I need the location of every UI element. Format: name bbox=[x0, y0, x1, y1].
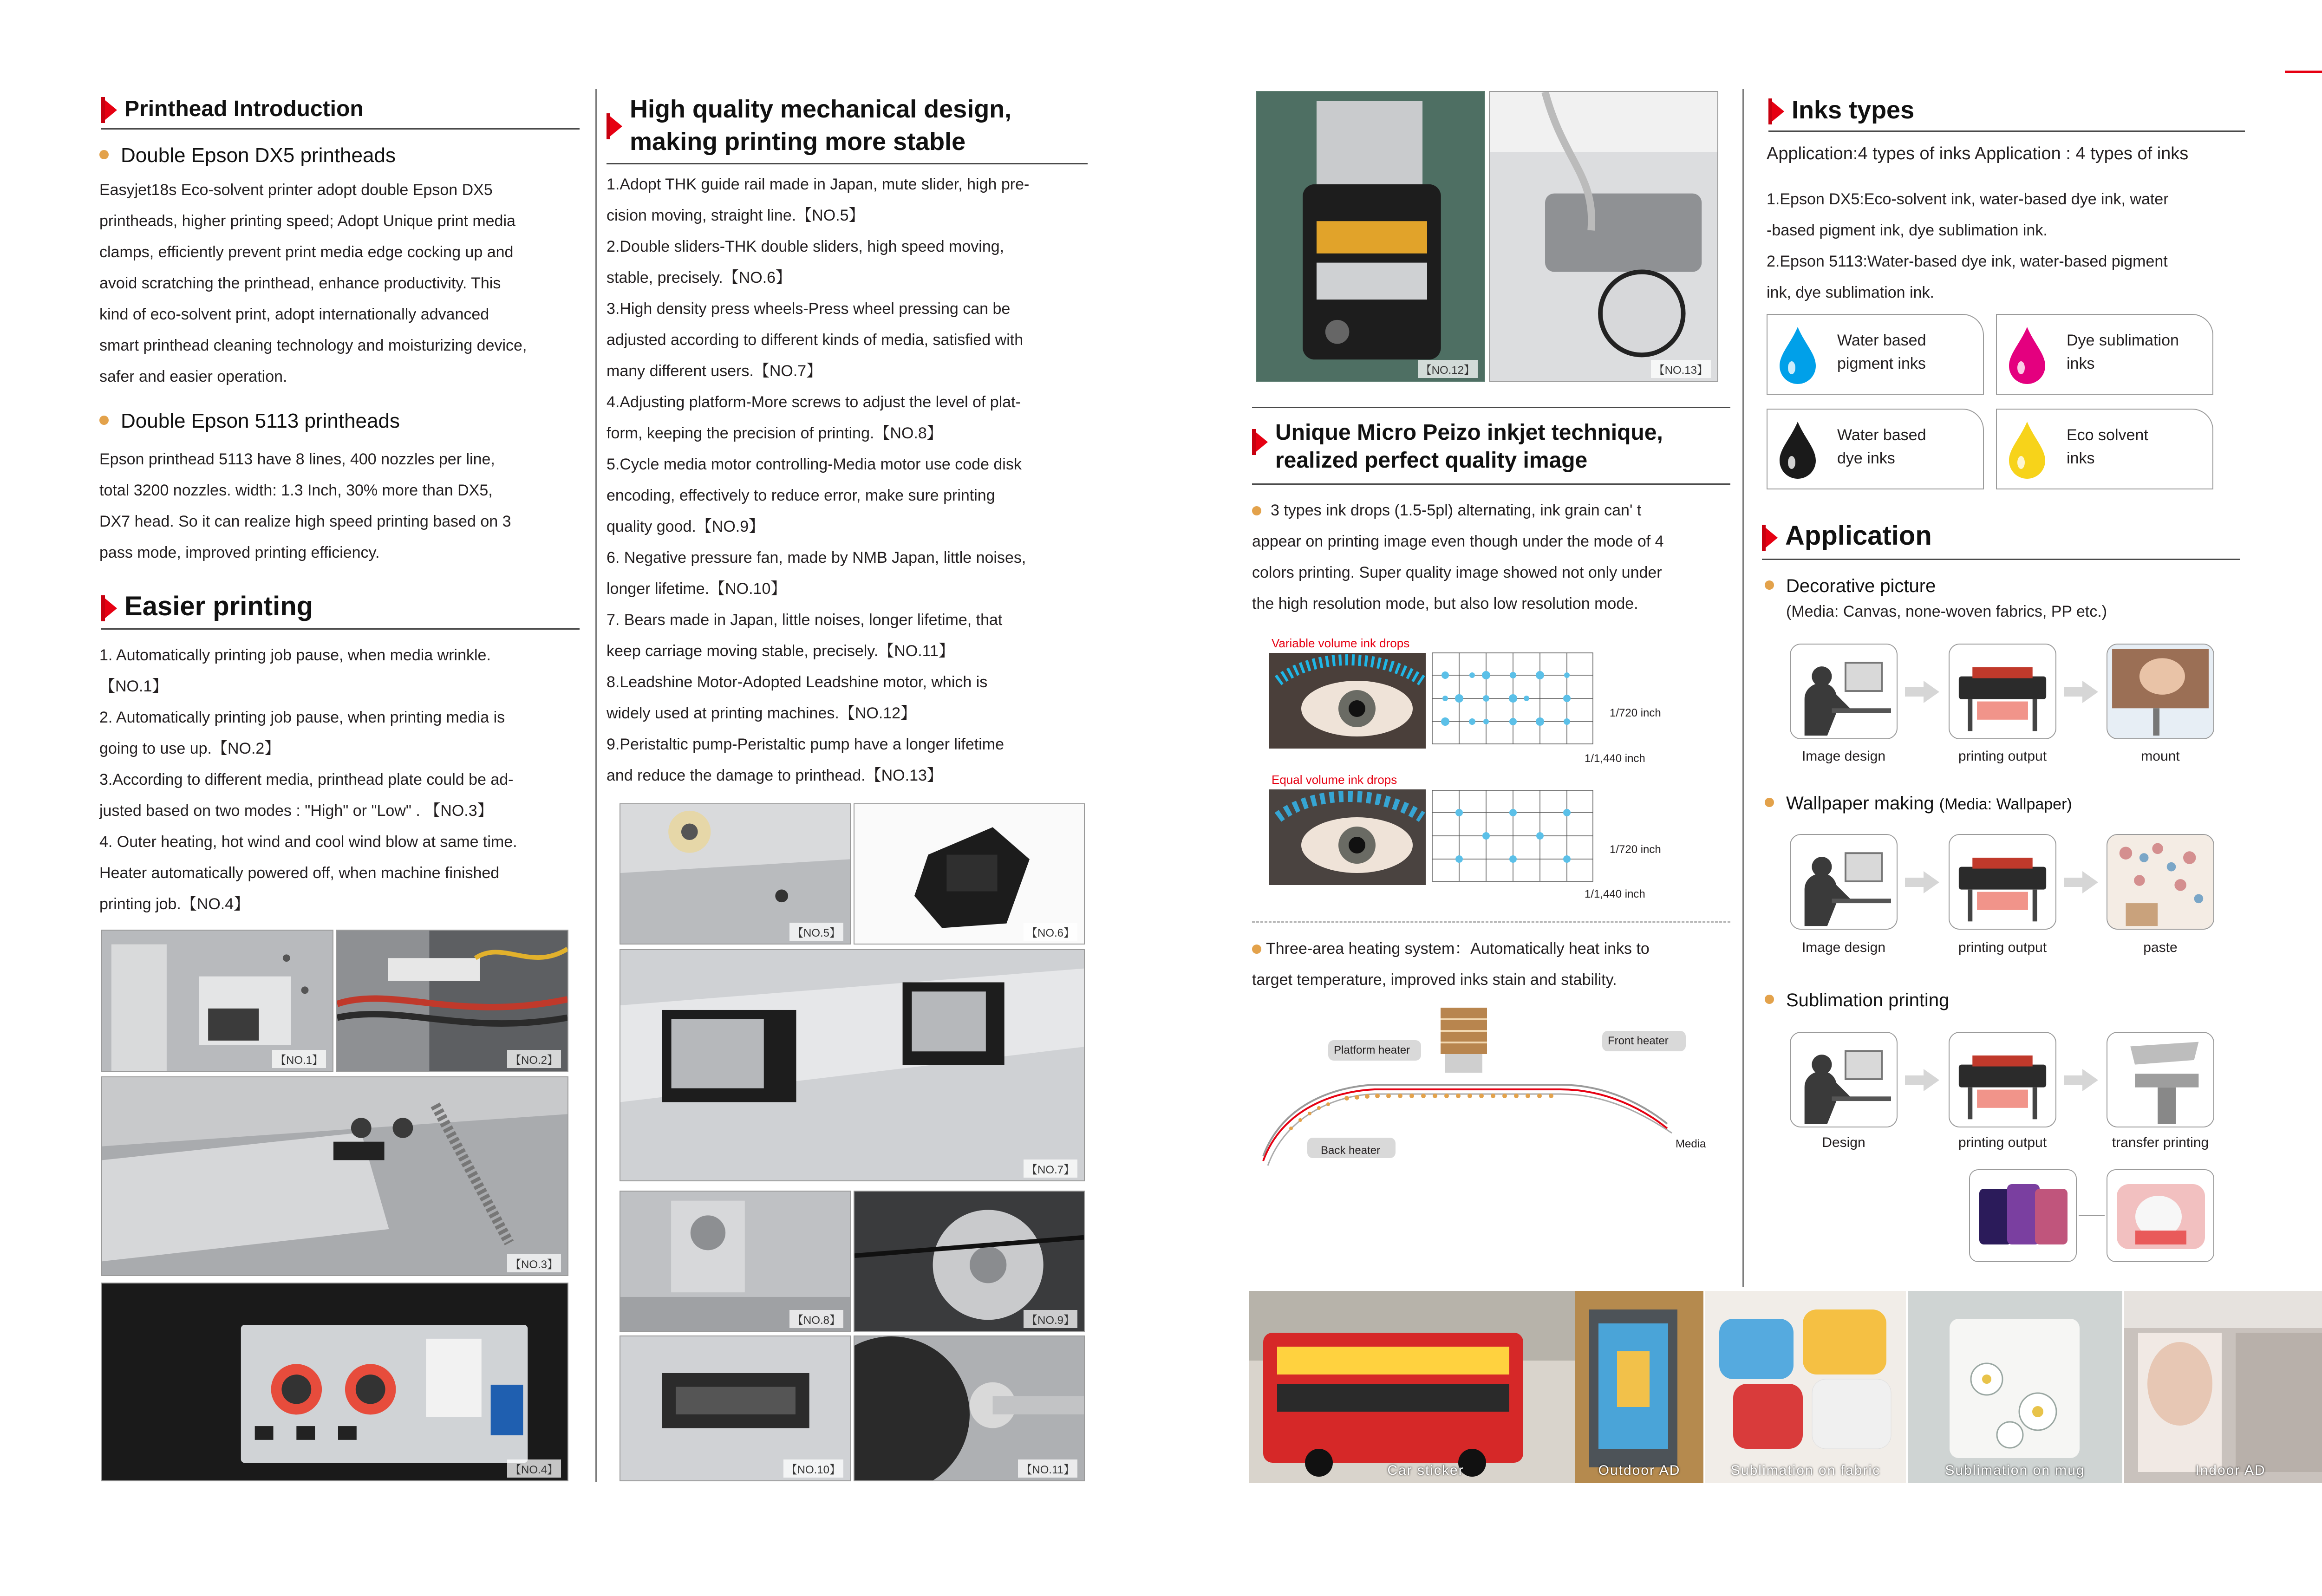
photo-no9 bbox=[854, 1191, 1085, 1332]
e5113-title-text: Double Epson 5113 printheads bbox=[121, 410, 400, 432]
heading-arrow-icon bbox=[1252, 429, 1268, 455]
water-drop-icon bbox=[1777, 325, 1819, 385]
sublimation-label-1: Design bbox=[1822, 1135, 1865, 1150]
wallpaper-room-icon bbox=[2107, 835, 2213, 929]
paste-card bbox=[2107, 834, 2214, 930]
ink-label bbox=[2067, 329, 2179, 375]
mechanical-line: 2.Double sliders-THK double sliders, high speed moving, bbox=[607, 238, 1004, 255]
printer-card bbox=[1949, 834, 2056, 930]
designer-icon bbox=[1791, 1033, 1897, 1127]
photo-tag: 【NO.6】 bbox=[1024, 923, 1077, 941]
photo-tag: 【NO.2】 bbox=[507, 1050, 561, 1068]
photo-tag: 【NO.3】 bbox=[507, 1254, 561, 1272]
bullet-dot-icon bbox=[99, 150, 109, 159]
dx5-title bbox=[99, 144, 396, 167]
photo-tag: 【NO.9】 bbox=[1024, 1310, 1077, 1328]
equal-drops-label: Equal volume ink drops bbox=[1272, 773, 1397, 787]
mechanical-heading bbox=[607, 89, 1088, 164]
mechanical-line: 1.Adopt THK guide rail made in Japan, mute slider, high pre- bbox=[607, 176, 1030, 193]
easier-line: Heater automatically powered off, when machine finished bbox=[99, 864, 500, 882]
mechanical-line: 4.Adjusting platform-More screws to adjust the level of plat- bbox=[607, 393, 1021, 411]
image-design-card bbox=[1790, 834, 1898, 930]
photo-no12 bbox=[1256, 91, 1485, 382]
flow-arrow-icon bbox=[2082, 871, 2098, 893]
dx5-line: safer and easier operation. bbox=[99, 368, 287, 385]
inks-heading-text: Inks types bbox=[1792, 96, 1915, 124]
micro-heading bbox=[1252, 416, 1730, 485]
photo-tag: 【NO.12】 bbox=[1418, 360, 1478, 378]
wallpaper-title-text: Wallpaper making bbox=[1786, 793, 1934, 814]
inks-paragraph bbox=[1767, 184, 2243, 308]
photo-tag: 【NO.13】 bbox=[1651, 360, 1711, 378]
ink-box-water-pigment bbox=[1767, 314, 1984, 395]
easier-line: 2. Automatically printing job pause, when printing media is bbox=[99, 709, 505, 726]
mechanical-line: form, keeping the precision of printing.【NO.8】 bbox=[607, 424, 943, 442]
flow-arrow-icon bbox=[2082, 1069, 2098, 1091]
wallpaper-label-3: paste bbox=[2143, 940, 2178, 955]
gallery-caption: Car sticker bbox=[1387, 1463, 1464, 1478]
gallery-caption: Outdoor AD bbox=[1598, 1463, 1681, 1478]
front-heater-label: Front heater bbox=[1608, 1035, 1669, 1047]
equal-drops-grid bbox=[1431, 789, 1594, 882]
decorative-label-2: printing output bbox=[1958, 749, 2047, 764]
ink-label-line: inks bbox=[2067, 449, 2095, 467]
micro-line: appear on printing image even though under the mode of 4 bbox=[1252, 533, 1664, 550]
micro-heading-line: realized perfect quality image bbox=[1275, 448, 1588, 473]
mount-card bbox=[2107, 644, 2214, 739]
dx5-line: clamps, efficiently prevent print media edge cocking up and bbox=[99, 243, 514, 261]
designer-icon bbox=[1791, 645, 1897, 738]
micro-line: colors printing. Super quality image showed not only under bbox=[1252, 564, 1662, 581]
corner-accent-line bbox=[2285, 71, 2322, 73]
variable-drops-photo bbox=[1269, 653, 1426, 749]
dx5-line: kind of eco-solvent print, adopt internationally advanced bbox=[99, 306, 489, 323]
billboard-icon bbox=[2107, 645, 2213, 738]
heating-line: Three-area heating system：Automatically heat inks to bbox=[1266, 940, 1650, 958]
mechanical-line: quality good.【NO.9】 bbox=[607, 518, 765, 535]
magenta-drop-icon bbox=[2006, 325, 2048, 385]
printer-card bbox=[1949, 644, 2056, 739]
mechanical-line: cision moving, straight line.【NO.5】 bbox=[607, 207, 865, 224]
e5113-line: Epson printhead 5113 have 8 lines, 400 nozzles per line, bbox=[99, 450, 495, 468]
ink-label-line: Dye sublimation bbox=[2067, 332, 2179, 349]
heading-arrow-icon bbox=[607, 113, 622, 139]
ink-label bbox=[2067, 423, 2148, 470]
easier-line: justed based on two modes : "High" or "Low" . 【NO.3】 bbox=[99, 802, 493, 820]
photo-tag: 【NO.7】 bbox=[1024, 1160, 1077, 1178]
inks-application-line: Application:4 types of inks Application : 4 types of inks bbox=[1767, 144, 2189, 163]
mechanical-line: many different users.【NO.7】 bbox=[607, 362, 822, 380]
mechanical-line: longer lifetime.【NO.10】 bbox=[607, 580, 787, 598]
equal-dim-720: 1/720 inch bbox=[1610, 843, 1661, 856]
heading-arrow-icon bbox=[101, 595, 117, 621]
sublimation-label-3: transfer printing bbox=[2112, 1135, 2209, 1150]
result-pillow bbox=[2107, 1169, 2214, 1262]
photo-no13 bbox=[1489, 91, 1718, 382]
e5113-paragraph bbox=[99, 444, 576, 568]
heading-arrow-icon bbox=[1768, 98, 1784, 124]
easier-line: going to use up.【NO.2】 bbox=[99, 740, 280, 757]
inks-heading bbox=[1768, 91, 2245, 132]
decorative-title bbox=[1765, 576, 1936, 597]
gallery-sublimation-mug bbox=[1908, 1291, 2122, 1483]
ink-box-eco-solvent bbox=[1996, 409, 2213, 489]
dx5-line: Easyjet18s Eco-solvent printer adopt double Epson DX5 bbox=[99, 181, 493, 199]
gallery-caption: Indoor AD bbox=[2195, 1463, 2266, 1478]
dashed-separator bbox=[1252, 921, 1730, 923]
column-divider bbox=[1742, 89, 1744, 1287]
dx5-line: smart printhead cleaning technology and moisturizing device, bbox=[99, 337, 527, 354]
mechanical-line: 5.Cycle media motor controlling-Media motor use code disk bbox=[607, 456, 1022, 473]
variable-dim-1440: 1/1,440 inch bbox=[1585, 752, 1645, 765]
designer-icon bbox=[1791, 835, 1897, 929]
image-design-card bbox=[1790, 644, 1898, 739]
bullet-dot-icon bbox=[99, 416, 109, 425]
heat-press-icon bbox=[2107, 1033, 2213, 1127]
inks-line: 1.Epson DX5:Eco-solvent ink, water-based dye ink, water bbox=[1767, 190, 2169, 208]
decorative-label-3: mount bbox=[2141, 749, 2180, 764]
micro-line: 3 types ink drops (1.5-5pl) alternating, ink grain can' t bbox=[1271, 502, 1642, 519]
e5113-line: total 3200 nozzles. width: 1.3 Inch, 30% more than DX5, bbox=[99, 482, 493, 499]
variable-drops-label: Variable volume ink drops bbox=[1272, 636, 1410, 650]
bullet-dot-icon bbox=[1765, 580, 1774, 590]
design-card bbox=[1790, 1032, 1898, 1127]
ink-box-dye-sublimation bbox=[1996, 314, 2213, 395]
bullet-dot-icon bbox=[1252, 506, 1261, 515]
back-heater-label: Back heater bbox=[1321, 1144, 1381, 1157]
mechanical-line: adjusted according to different kinds of media, satisfied with bbox=[607, 331, 1024, 349]
photo-no10 bbox=[620, 1335, 851, 1481]
black-drop-icon bbox=[1777, 420, 1819, 480]
gallery-caption: Sublimation on mug bbox=[1945, 1463, 2085, 1478]
photo-no1 bbox=[101, 930, 333, 1072]
gallery-sublimation-fabric bbox=[1705, 1291, 1906, 1483]
result-phone-cases bbox=[1969, 1169, 2077, 1262]
photo-no7 bbox=[620, 949, 1085, 1181]
mechanical-line: 6. Negative pressure fan, made by NMB Japan, little noises, bbox=[607, 549, 1026, 567]
wallpaper-label-1: Image design bbox=[1801, 940, 1886, 955]
photo-tag: 【NO.1】 bbox=[272, 1050, 326, 1068]
heading-arrow-icon bbox=[1762, 525, 1778, 551]
bullet-dot-icon bbox=[1765, 798, 1774, 807]
sublimation-title-text: Sublimation printing bbox=[1786, 990, 1950, 1010]
mechanical-line: 7. Bears made in Japan, little noises, longer lifetime, that bbox=[607, 611, 1003, 629]
easier-line: printing job.【NO.4】 bbox=[99, 895, 250, 913]
sublimation-title bbox=[1765, 990, 1949, 1011]
mechanical-line: widely used at printing machines.【NO.12】 bbox=[607, 704, 917, 722]
micro-paragraph bbox=[1252, 495, 1730, 619]
photo-tag: 【NO.11】 bbox=[1018, 1459, 1077, 1478]
photo-no11 bbox=[854, 1335, 1085, 1481]
photo-no6 bbox=[854, 803, 1085, 945]
variable-dim-720: 1/720 inch bbox=[1610, 707, 1661, 719]
bullet-dot-icon bbox=[1252, 945, 1261, 954]
micro-heading-text bbox=[1275, 419, 1663, 475]
variable-drops-grid bbox=[1431, 652, 1594, 745]
easier-line: 3.According to different media, printhead plate could be ad- bbox=[99, 771, 514, 788]
wallpaper-media: (Media: Wallpaper) bbox=[1939, 795, 2072, 813]
dx5-paragraph bbox=[99, 175, 576, 392]
mechanical-line: encoding, effectively to reduce error, make sure printing bbox=[607, 487, 995, 504]
photo-tag: 【NO.4】 bbox=[507, 1459, 561, 1478]
easier-line: 4. Outer heating, hot wind and cool wind blow at same time. bbox=[99, 833, 517, 851]
photo-tag: 【NO.5】 bbox=[789, 923, 843, 941]
media-label: Media bbox=[1676, 1138, 1706, 1150]
column-divider bbox=[595, 89, 597, 1482]
dx5-line: printheads, higher printing speed; Adopt Unique print media bbox=[99, 212, 515, 230]
mechanical-line: and reduce the damage to printhead.【NO.13】 bbox=[607, 767, 943, 784]
platform-heater-label: Platform heater bbox=[1334, 1044, 1410, 1056]
e5113-title bbox=[99, 410, 400, 433]
gallery-caption: Sublimation on fabric bbox=[1730, 1463, 1881, 1478]
ink-label-line: inks bbox=[2067, 355, 2095, 372]
easier-heading bbox=[101, 586, 580, 630]
easier-heading-text: Easier printing bbox=[124, 591, 313, 621]
application-heading bbox=[1762, 516, 2240, 560]
dx5-title-text: Double Epson DX5 printheads bbox=[121, 144, 396, 167]
inks-line: 2.Epson 5113:Water-based dye ink, water-based pigment bbox=[1767, 253, 2168, 270]
mechanical-paragraph bbox=[607, 169, 1088, 791]
printhead-heading bbox=[101, 90, 580, 130]
photo-no3 bbox=[101, 1076, 568, 1276]
easier-line: 【NO.1】 bbox=[99, 677, 168, 695]
mechanical-line: 8.Leadshine Motor-Adopted Leadshine motor, which is bbox=[607, 673, 988, 691]
mechanical-line: 9.Peristaltic pump-Peristaltic pump have a longer lifetime bbox=[607, 736, 1004, 753]
printer-icon bbox=[1950, 645, 2055, 738]
inks-line: -based pigment ink, dye sublimation ink. bbox=[1767, 221, 2048, 239]
ink-label-line: Water based bbox=[1837, 426, 1926, 444]
result-connector bbox=[2079, 1215, 2105, 1216]
application-heading-text: Application bbox=[1785, 521, 1932, 551]
ink-label-line: Water based bbox=[1837, 332, 1926, 349]
inks-line: ink, dye sublimation ink. bbox=[1767, 284, 1934, 301]
printer-icon bbox=[1950, 835, 2055, 929]
heating-line: target temperature, improved inks stain and stability. bbox=[1252, 971, 1617, 989]
easier-paragraph bbox=[99, 640, 576, 920]
wallpaper-label-2: printing output bbox=[1958, 940, 2047, 955]
e5113-line: pass mode, improved printing efficiency. bbox=[99, 544, 380, 561]
mechanical-heading-line: making printing more stable bbox=[630, 128, 966, 156]
flow-arrow-icon bbox=[1924, 871, 1939, 893]
decorative-media: (Media: Canvas, none-woven fabrics, PP etc.) bbox=[1786, 603, 2107, 620]
printer-icon bbox=[1950, 1033, 2055, 1127]
gallery-outdoor-ad-label bbox=[1575, 1291, 1703, 1483]
column3-top-rule bbox=[1252, 407, 1730, 408]
decorative-label-1: Image design bbox=[1801, 749, 1886, 764]
ink-box-water-dye bbox=[1767, 409, 1984, 489]
photo-tag: 【NO.8】 bbox=[789, 1310, 843, 1328]
mechanical-heading-text bbox=[630, 93, 1011, 158]
photo-no8 bbox=[620, 1191, 851, 1332]
ink-label-line: Eco solvent bbox=[2067, 426, 2148, 444]
photo-no4 bbox=[101, 1283, 568, 1481]
equal-drops-photo bbox=[1269, 789, 1426, 885]
gallery-indoor-ad bbox=[2124, 1291, 2322, 1483]
photo-no2 bbox=[336, 930, 568, 1072]
printer-card bbox=[1949, 1032, 2056, 1127]
heading-arrow-icon bbox=[101, 97, 117, 123]
ink-label-line: pigment inks bbox=[1837, 355, 1926, 372]
micro-line: the high resolution mode, but also low resolution mode. bbox=[1252, 595, 1638, 612]
micro-heading-line: Unique Micro Peizo inkjet technique, bbox=[1275, 420, 1663, 445]
flow-arrow-icon bbox=[1924, 1069, 1939, 1091]
wallpaper-title bbox=[1765, 793, 2072, 814]
printhead-heading-text: Printhead Introduction bbox=[124, 97, 364, 121]
mechanical-line: stable, precisely.【NO.6】 bbox=[607, 269, 792, 287]
heating-paragraph bbox=[1252, 933, 1730, 996]
equal-dim-1440: 1/1,440 inch bbox=[1585, 888, 1645, 900]
ink-label bbox=[1837, 329, 1926, 375]
bullet-dot-icon bbox=[1765, 995, 1774, 1004]
e5113-line: DX7 head. So it can realize high speed printing based on 3 bbox=[99, 513, 511, 530]
flow-arrow-icon bbox=[2082, 681, 2098, 703]
ink-label-line: dye inks bbox=[1837, 449, 1895, 467]
dx5-line: avoid scratching the printhead, enhance productivity. This bbox=[99, 274, 501, 292]
easier-line: 1. Automatically printing job pause, when media wrinkle. bbox=[99, 646, 491, 664]
sublimation-label-2: printing output bbox=[1958, 1135, 2047, 1150]
mechanical-line: keep carriage moving stable, precisely.【NO.11】 bbox=[607, 642, 954, 660]
photo-no5 bbox=[620, 803, 851, 945]
decorative-title-text: Decorative picture bbox=[1786, 576, 1936, 596]
transfer-card bbox=[2107, 1032, 2214, 1127]
ink-label bbox=[1837, 423, 1926, 470]
photo-tag: 【NO.10】 bbox=[783, 1459, 843, 1478]
flow-arrow-icon bbox=[1924, 681, 1939, 703]
mechanical-heading-line: High quality mechanical design, bbox=[630, 95, 1012, 123]
yellow-drop-icon bbox=[2006, 420, 2048, 480]
mechanical-line: 3.High density press wheels-Press wheel pressing can be bbox=[607, 300, 1011, 318]
